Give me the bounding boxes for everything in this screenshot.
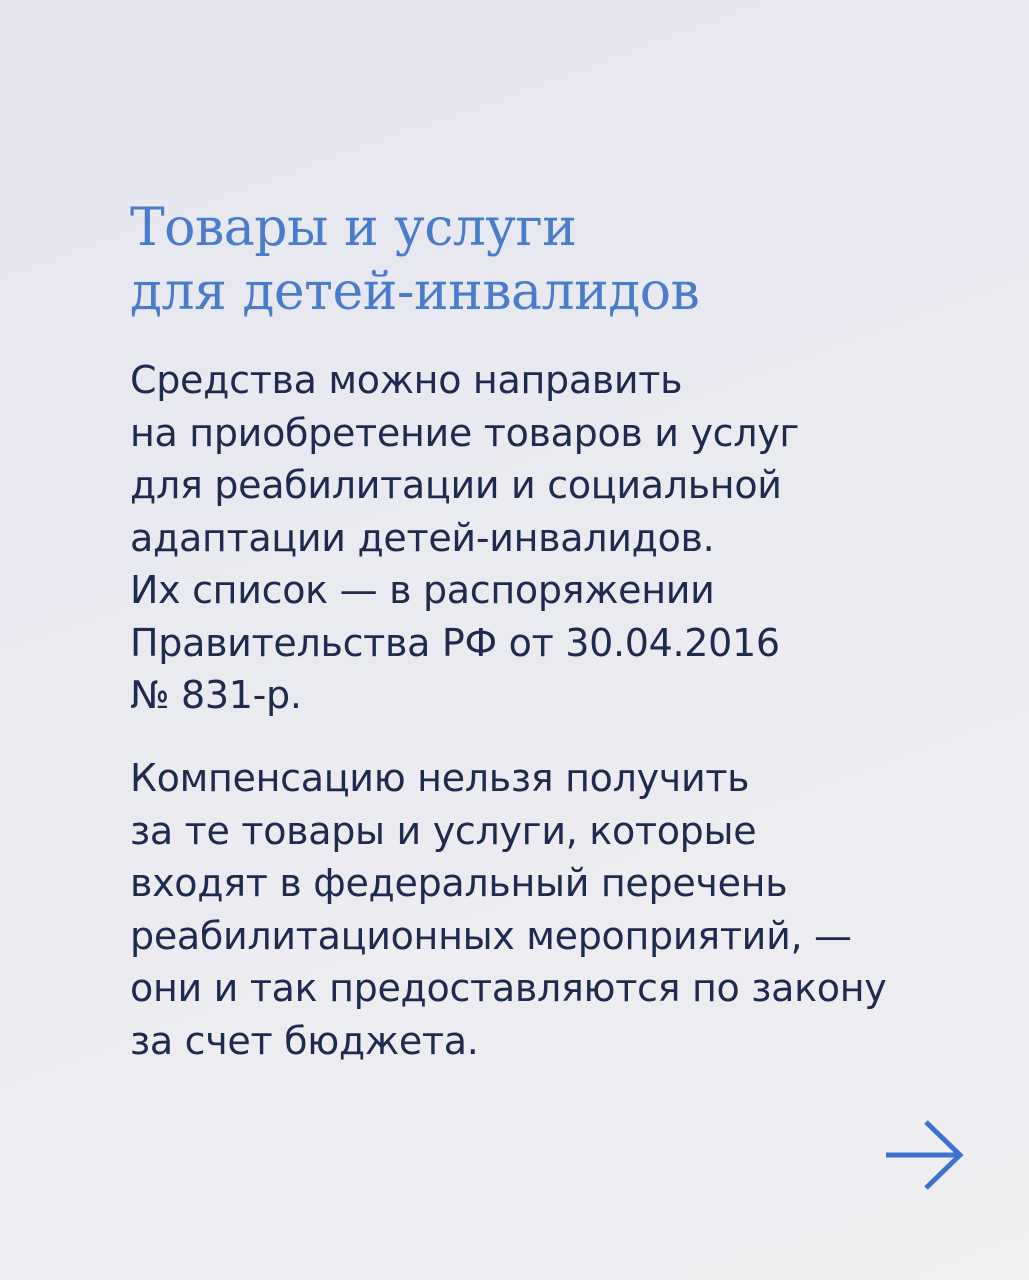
- text-line: Правительства РФ от 30.04.2016: [130, 620, 780, 665]
- text-line: реабилитационных мероприятий, —: [130, 913, 852, 958]
- text-line: Средства можно направить: [130, 358, 683, 402]
- paragraph-eligible-goods: [130, 354, 970, 722]
- paragraph-compensation-exclusion: [130, 752, 970, 1067]
- text-line: Компенсацию нельзя получить: [130, 756, 750, 800]
- text-line: адаптации детей-инвалидов.: [130, 515, 715, 560]
- text-line: на приобретение товаров и услуг: [130, 410, 800, 455]
- slide-title: [130, 196, 950, 324]
- text-line: за те товары и услуги, которые: [130, 808, 757, 853]
- text-line: для реабилитации и социальной: [130, 463, 782, 507]
- text-line: они и так предоставляются по закону: [130, 966, 887, 1010]
- text-line: входят в федеральный перечень: [130, 861, 788, 905]
- text-line: Их список — в распоряжении: [130, 568, 715, 612]
- title-line: Товары и услуги: [130, 198, 577, 258]
- next-slide-button[interactable]: [880, 1118, 970, 1194]
- text-line: № 831-р.: [130, 673, 302, 717]
- title-line: для детей-инвалидов: [130, 262, 700, 322]
- text-line: за счет бюджета.: [130, 1018, 479, 1063]
- arrow-right-icon: [880, 1118, 970, 1194]
